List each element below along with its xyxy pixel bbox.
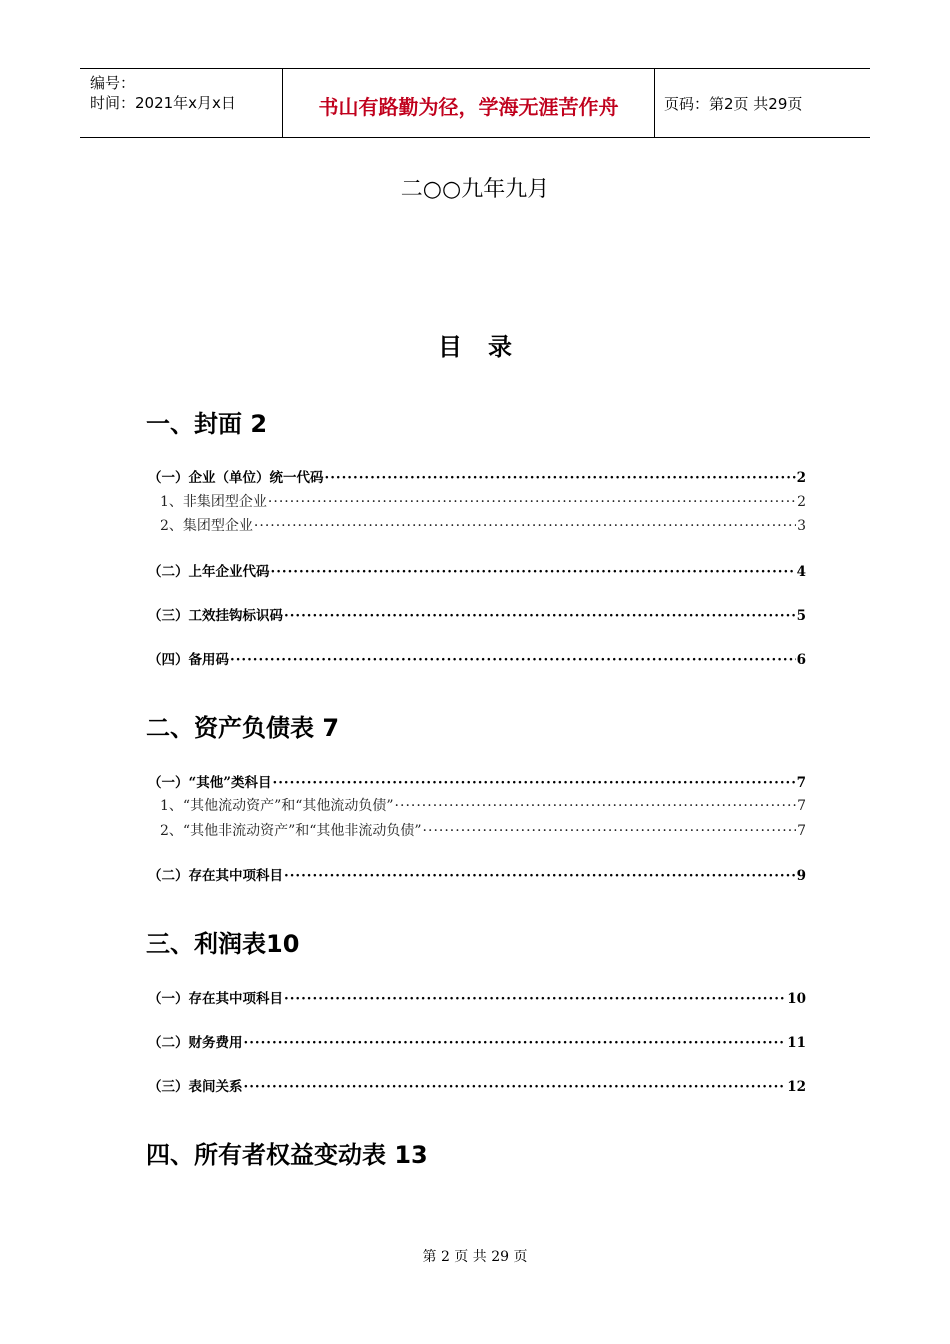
toc-entry-label: （三）工效挂钩标识码 — [148, 608, 283, 624]
section-heading: 三、利润表10 — [146, 930, 300, 958]
header-meta — [80, 69, 282, 137]
toc-entry[interactable] — [148, 771, 806, 791]
dot-leader — [244, 1079, 787, 1095]
toc-entry-page: 9 — [796, 868, 806, 884]
toc-entry-page: 4 — [796, 564, 806, 580]
toc-entry[interactable] — [148, 466, 806, 486]
toc-entry[interactable] — [148, 648, 806, 668]
toc-entry-label: （二）上年企业代码 — [148, 564, 270, 580]
toc-entry-label: （一）企业（单位）统一代码 — [148, 470, 324, 486]
toc-entry-label: （四）备用码 — [148, 652, 229, 668]
dot-leader — [254, 518, 796, 534]
toc-entry-label: 2、集团型企业 — [160, 518, 253, 534]
dot-leader — [284, 608, 796, 624]
time-label: 时间：2021年x月x日 — [90, 94, 236, 112]
toc-entry[interactable] — [148, 987, 806, 1007]
toc-entry[interactable] — [160, 515, 806, 535]
date-line: 二○○九年九月 — [400, 177, 550, 202]
toc-entry-page: 7 — [796, 775, 806, 791]
toc-entry-label: （一）存在其中项科目 — [148, 991, 283, 1007]
toc-entry-page: 10 — [787, 991, 806, 1007]
toc-entry[interactable] — [148, 1031, 806, 1051]
toc-entry-label: 2、“其他非流动资产”和“其他非流动负债” — [160, 823, 422, 839]
header-page-info: 页码：第2页 共29页 — [664, 95, 803, 113]
dot-leader — [271, 564, 796, 580]
toc-entry-page: 5 — [796, 608, 806, 624]
header-motto: 书山有路勤为径，学海无涯苦作舟 — [282, 69, 655, 137]
dot-leader — [244, 1035, 787, 1051]
dot-leader — [230, 652, 796, 668]
toc-entry-page: 12 — [787, 1079, 806, 1095]
toc-entry[interactable] — [160, 491, 806, 511]
toc-entry-page: 6 — [796, 652, 806, 668]
toc-entry-page: 11 — [787, 1035, 806, 1051]
toc-entry-label: （一）“其他”类科目 — [148, 775, 272, 791]
section-heading: 四、所有者权益变动表 13 — [146, 1141, 428, 1169]
section-heading: 二、资产负债表 7 — [146, 714, 340, 742]
toc-entry[interactable] — [148, 604, 806, 624]
toc-entry-label: （二）财务费用 — [148, 1035, 243, 1051]
toc-entry-page: 7 — [797, 798, 806, 814]
page-header — [80, 68, 870, 138]
toc-entry-label: （三）表间关系 — [148, 1079, 243, 1095]
toc-entry-label: 1、“其他流动资产”和“其他流动负债” — [160, 798, 394, 814]
page-footer: 第 2 页 共 29 页 — [422, 1249, 528, 1265]
toc-title: 目录 — [438, 332, 538, 361]
toc-entry-page: 2 — [796, 470, 806, 486]
toc-entry[interactable] — [148, 1075, 806, 1095]
dot-leader — [284, 991, 786, 1007]
section-heading: 一、封面 2 — [146, 410, 268, 438]
dot-leader — [325, 470, 796, 486]
number-label: 编号： — [90, 74, 136, 92]
dot-leader — [423, 823, 797, 839]
toc-entry-label: 1、非集团型企业 — [160, 494, 267, 510]
dot-leader — [268, 494, 796, 510]
toc-entry[interactable] — [160, 795, 806, 815]
dot-leader — [273, 775, 796, 791]
toc-entry-page: 2 — [797, 494, 806, 510]
toc-entry[interactable] — [160, 820, 806, 840]
dot-leader — [284, 868, 796, 884]
toc-entry-label: （二）存在其中项科目 — [148, 868, 283, 884]
toc-entry[interactable] — [148, 864, 806, 884]
toc-entry-page: 3 — [797, 518, 806, 534]
toc-entry-page: 7 — [797, 823, 806, 839]
dot-leader — [395, 798, 797, 814]
toc-entry[interactable] — [148, 560, 806, 580]
